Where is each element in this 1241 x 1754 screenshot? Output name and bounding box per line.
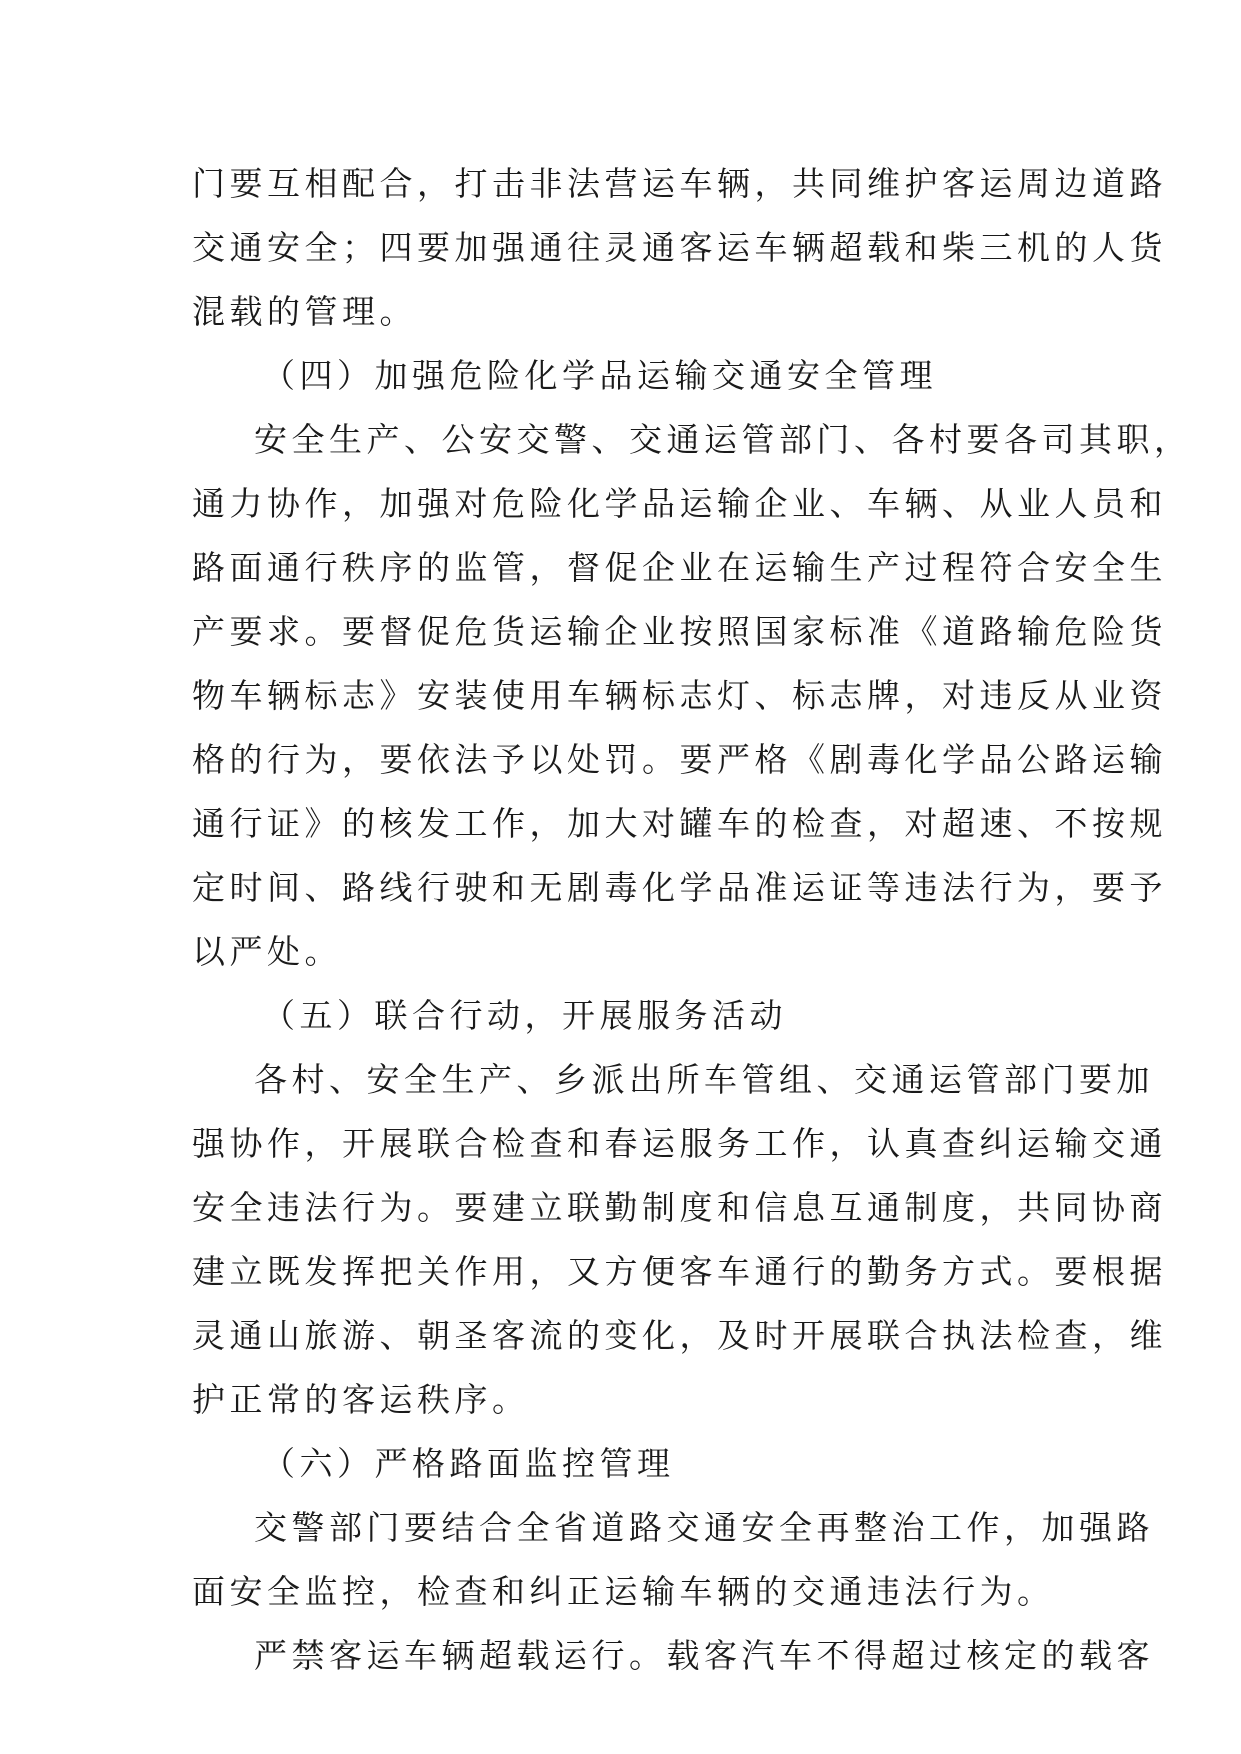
body-line: 路面通行秩序的监管，督促企业在运输生产过程符合安全生	[192, 548, 1167, 587]
body-line: 门要互相配合，打击非法营运车辆，共同维护客运周边道路	[192, 164, 1167, 203]
body-line: 产要求。要督促危货运输企业按照国家标准《道路输危险货	[192, 612, 1167, 651]
body-line: 混载的管理。	[192, 292, 417, 331]
section-heading-4: （四）加强危险化学品运输交通安全管理	[262, 356, 937, 395]
paragraph-first-line: 严禁客运车辆超载运行。载客汽车不得超过核定的载客	[254, 1636, 1154, 1675]
section-heading-6: （六）严格路面监控管理	[262, 1444, 675, 1483]
body-line: 护正常的客运秩序。	[192, 1380, 530, 1419]
body-line: 建立既发挥把关作用，又方便客车通行的勤务方式。要根据	[192, 1252, 1167, 1291]
body-line: 安全违法行为。要建立联勤制度和信息互通制度，共同协商	[192, 1188, 1167, 1227]
body-line: 交通安全；四要加强通往灵通客运车辆超载和柴三机的人货	[192, 228, 1167, 267]
paragraph-first-line: 交警部门要结合全省道路交通安全再整治工作，加强路	[254, 1508, 1154, 1547]
paragraph-first-line: 各村、安全生产、乡派出所车管组、交通运管部门要加	[254, 1060, 1154, 1099]
body-line: 以严处。	[192, 932, 342, 971]
body-line: 通行证》的核发工作，加大对罐车的检查，对超速、不按规	[192, 804, 1167, 843]
paragraph-first-line: 安全生产、公安交警、交通运管部门、各村要各司其职，	[254, 420, 1192, 459]
body-line: 通力协作，加强对危险化学品运输企业、车辆、从业人员和	[192, 484, 1167, 523]
body-line: 格的行为，要依法予以处罚。要严格《剧毒化学品公路运输	[192, 740, 1167, 779]
body-line: 物车辆标志》安装使用车辆标志灯、标志牌，对违反从业资	[192, 676, 1167, 715]
body-line: 定时间、路线行驶和无剧毒化学品准运证等违法行为，要予	[192, 868, 1167, 907]
body-line: 面安全监控，检查和纠正运输车辆的交通违法行为。	[192, 1572, 1055, 1611]
document-body	[192, 152, 1192, 1688]
body-line: 强协作，开展联合检查和春运服务工作，认真查纠运输交通	[192, 1124, 1167, 1163]
body-line: 灵通山旅游、朝圣客流的变化，及时开展联合执法检查，维	[192, 1316, 1167, 1355]
section-heading-5: （五）联合行动，开展服务活动	[262, 996, 787, 1035]
